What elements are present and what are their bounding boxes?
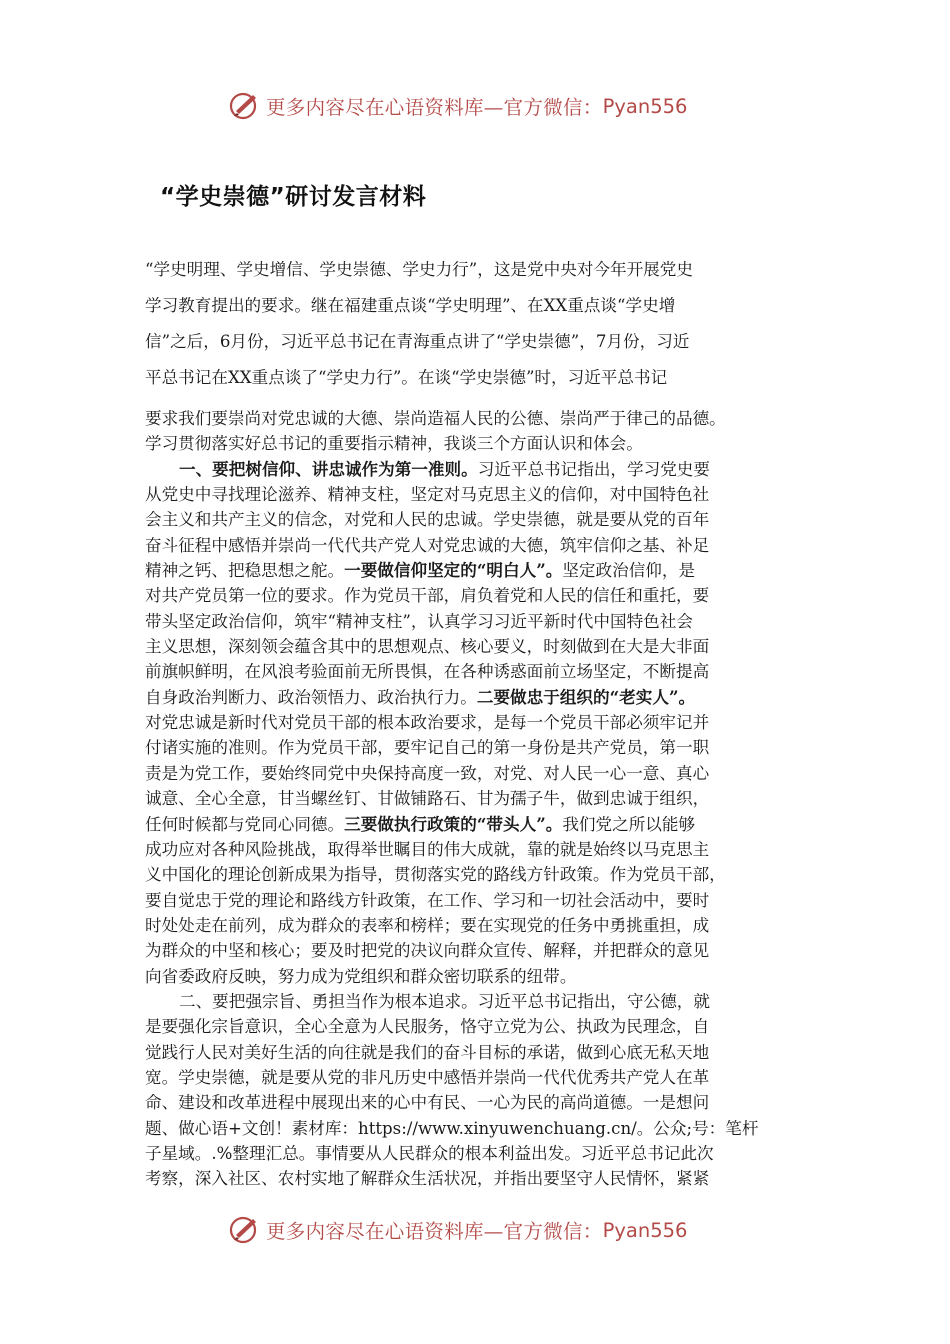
- text-line: [145, 609, 807, 634]
- text-segment: 习近平总书记指出，学习党史要: [477, 459, 710, 479]
- text-line: [145, 583, 807, 608]
- text-line: [145, 482, 807, 507]
- text-segment: 觉践行人民对美好生活的向往就是我们的奋斗目标的承诺，做到心底无私天地: [145, 1042, 710, 1062]
- text-line: [145, 1014, 807, 1039]
- bold-heading-text: 二要做忠于组织的“老实人”。: [476, 686, 696, 707]
- text-line: [145, 1166, 807, 1191]
- text-segment: 前旗帜鲜明，在风浪考验面前无所畏惧，在各种诱惑面前立场坚定，不断提高: [145, 662, 710, 682]
- text-line: 平总书记在XX重点谈了“学史力行”。在谈“学史崇德”时，习近平总书记: [145, 368, 668, 387]
- document-title: “学史崇德”研讨发言材料: [160, 184, 427, 210]
- banner-text: 更多内容尽在心语资料库—官方微信：: [266, 1220, 603, 1243]
- text-segment: 命、建设和改革进程中展现出来的心中有民、一心为民的高尚道德。一是想问: [145, 1093, 710, 1113]
- bold-heading-text: 一要做信仰坚定的“明白人”。: [344, 560, 563, 581]
- text-line: [145, 1141, 807, 1166]
- text-line: [145, 1090, 807, 1115]
- text-segment: 责是为党工作，要始终同党中央保持高度一致，对党、对人民一心一意、真心: [145, 763, 710, 783]
- text-line: 学习教育提出的要求。继在福建重点谈“学史明理”、在XX重点谈“学史增: [145, 296, 676, 315]
- text-segment: 从党史中寻找理论滋养、精神支柱，坚定对马克思主义的信仰，对中国特色社: [145, 485, 710, 505]
- text-segment: 要自觉忠于党的理论和路线方针政策，在工作、学习和一切社会活动中，要时: [145, 890, 710, 910]
- text-line: [145, 938, 807, 963]
- text-segment: 成功应对各种风险挑战，取得举世瞩目的伟大成就，靠的就是始终以马克思主: [145, 839, 710, 859]
- header-banner: [228, 86, 687, 126]
- text-segment: 坚定政治信仰，是: [562, 561, 696, 581]
- text-line: [145, 533, 807, 558]
- text-segment: 主义思想，深刻领会蕴含其中的思想观点、核心要义，时刻做到在大是大非面: [145, 637, 710, 657]
- text-line: 信”之后，6月份，习近平总书记在青海重点讲了“学史崇德”，7月份，习近: [145, 332, 690, 351]
- text-segment: 题、做心语+文创！素材库：https://www.xinyuwenchuang.cn/。公众;号：笔杆: [145, 1118, 759, 1138]
- text-segment: 子星域。.%整理汇总。事情要从人民群众的根本利益出发。习近平总书记此次: [145, 1143, 714, 1163]
- text-segment: 诚意、全心全意，甘当螺丝钉、甘做铺路石、甘为孺子牛，做到忠诚于组织，: [145, 789, 710, 809]
- text-line: [145, 761, 807, 786]
- bold-heading-text: 一、要把树信仰、讲忠诚作为第一准则。: [179, 458, 478, 479]
- text-segment: 时处处走在前列，成为群众的表率和榜样；要在实现党的任务中勇挑重担，成: [145, 915, 710, 935]
- text-segment: 我们党之所以能够: [562, 814, 696, 834]
- text-line: [145, 786, 807, 811]
- text-line: “学史明理、学史增信、学史崇德、学史力行”，这是党中央对今年开展党史: [145, 260, 693, 279]
- text-segment: 奋斗征程中感悟并崇尚一代代共产党人对党忠诚的大德，筑牢信仰之基、补足: [145, 535, 710, 555]
- text-segment: 精神之钙、把稳思想之舵。: [145, 561, 345, 581]
- text-segment: 对共产党员第一位的要求。作为党员干部，肩负着党和人民的信任和重托，要: [145, 586, 710, 606]
- text-segment: 二、要把强宗旨、勇担当作为根本追求。习近平总书记指出，守公德，就: [179, 991, 710, 1011]
- text-segment: 宽。学史崇德，就是要从党的非凡历史中感悟并崇尚一代代优秀共产党人在革: [145, 1067, 710, 1087]
- text-segment: 要求我们要崇尚对党忠诚的大德、崇尚造福人民的公德、崇尚严于律己的品德。: [145, 409, 726, 428]
- pen-logo-icon: [228, 1213, 262, 1247]
- text-segment: 学习贯彻落实好总书记的重要指示精神，我谈三个方面认识和体会。: [145, 434, 643, 454]
- text-segment: 为群众的中坚和核心；要及时把党的决议向群众宣传、解释，并把群众的意见: [145, 941, 710, 961]
- text-segment: 会主义和共产主义的信念，对党和人民的忠诚。学史崇德，就是要从党的百年: [145, 510, 710, 530]
- text-segment: 向省委政府反映，努力成为党组织和群众密切联系的纽带。: [145, 966, 577, 986]
- text-line: [145, 1116, 807, 1141]
- text-segment: 是要强化宗旨意识，全心全意为人民服务，恪守立党为公、执政为民理念，自: [145, 1017, 710, 1037]
- text-line: [145, 862, 807, 887]
- banner-wechat-id: Pyan556: [602, 1218, 688, 1242]
- text-line: [145, 634, 807, 659]
- text-line: [145, 685, 807, 710]
- text-line: [145, 507, 807, 532]
- pen-logo-icon: [228, 89, 262, 123]
- text-line: [145, 837, 807, 862]
- text-segment: 任何时候都与党同心同德。: [145, 814, 345, 834]
- text-segment: 带头坚定政治信仰，筑牢“精神支柱”，认真学习习近平新时代中国特色社会: [145, 611, 693, 631]
- text-segment: 付诸实施的准则。作为党员干部，要牢记自己的第一身份是共产党员，第一职: [145, 738, 710, 758]
- text-segment: 义中国化的理论创新成果为指导，贯彻落实党的路线方针政策。作为党员干部，: [145, 865, 726, 885]
- text-line: [145, 406, 807, 431]
- text-line: [145, 735, 807, 760]
- text-line: [145, 1065, 807, 1090]
- text-line: [145, 964, 807, 989]
- banner-wechat-id: Pyan556: [602, 94, 688, 118]
- footer-banner: [228, 1210, 687, 1250]
- text-line: [145, 457, 807, 482]
- text-segment: 自身政治判断力、政治领悟力、政治执行力。: [145, 687, 477, 707]
- bold-heading-text: 三要做执行政策的“带头人”。: [344, 813, 563, 834]
- document-body: [145, 406, 807, 1192]
- text-segment: 考察，深入社区、农村实地了解群众生活状况，并指出要坚守人民情怀，紧紧: [145, 1169, 710, 1189]
- text-segment: 对党忠诚是新时代对党员干部的根本政治要求，是每一个党员干部必须牢记并: [145, 713, 710, 733]
- text-line: [145, 989, 807, 1014]
- text-line: [145, 558, 807, 583]
- text-line: [145, 431, 807, 456]
- text-line: [145, 659, 807, 684]
- text-line: [145, 913, 807, 938]
- text-line: [145, 812, 807, 837]
- banner-text: 更多内容尽在心语资料库—官方微信：: [266, 96, 603, 119]
- text-line: [145, 1040, 807, 1065]
- text-line: [145, 888, 807, 913]
- text-line: [145, 710, 807, 735]
- intro-paragraph: [145, 252, 805, 396]
